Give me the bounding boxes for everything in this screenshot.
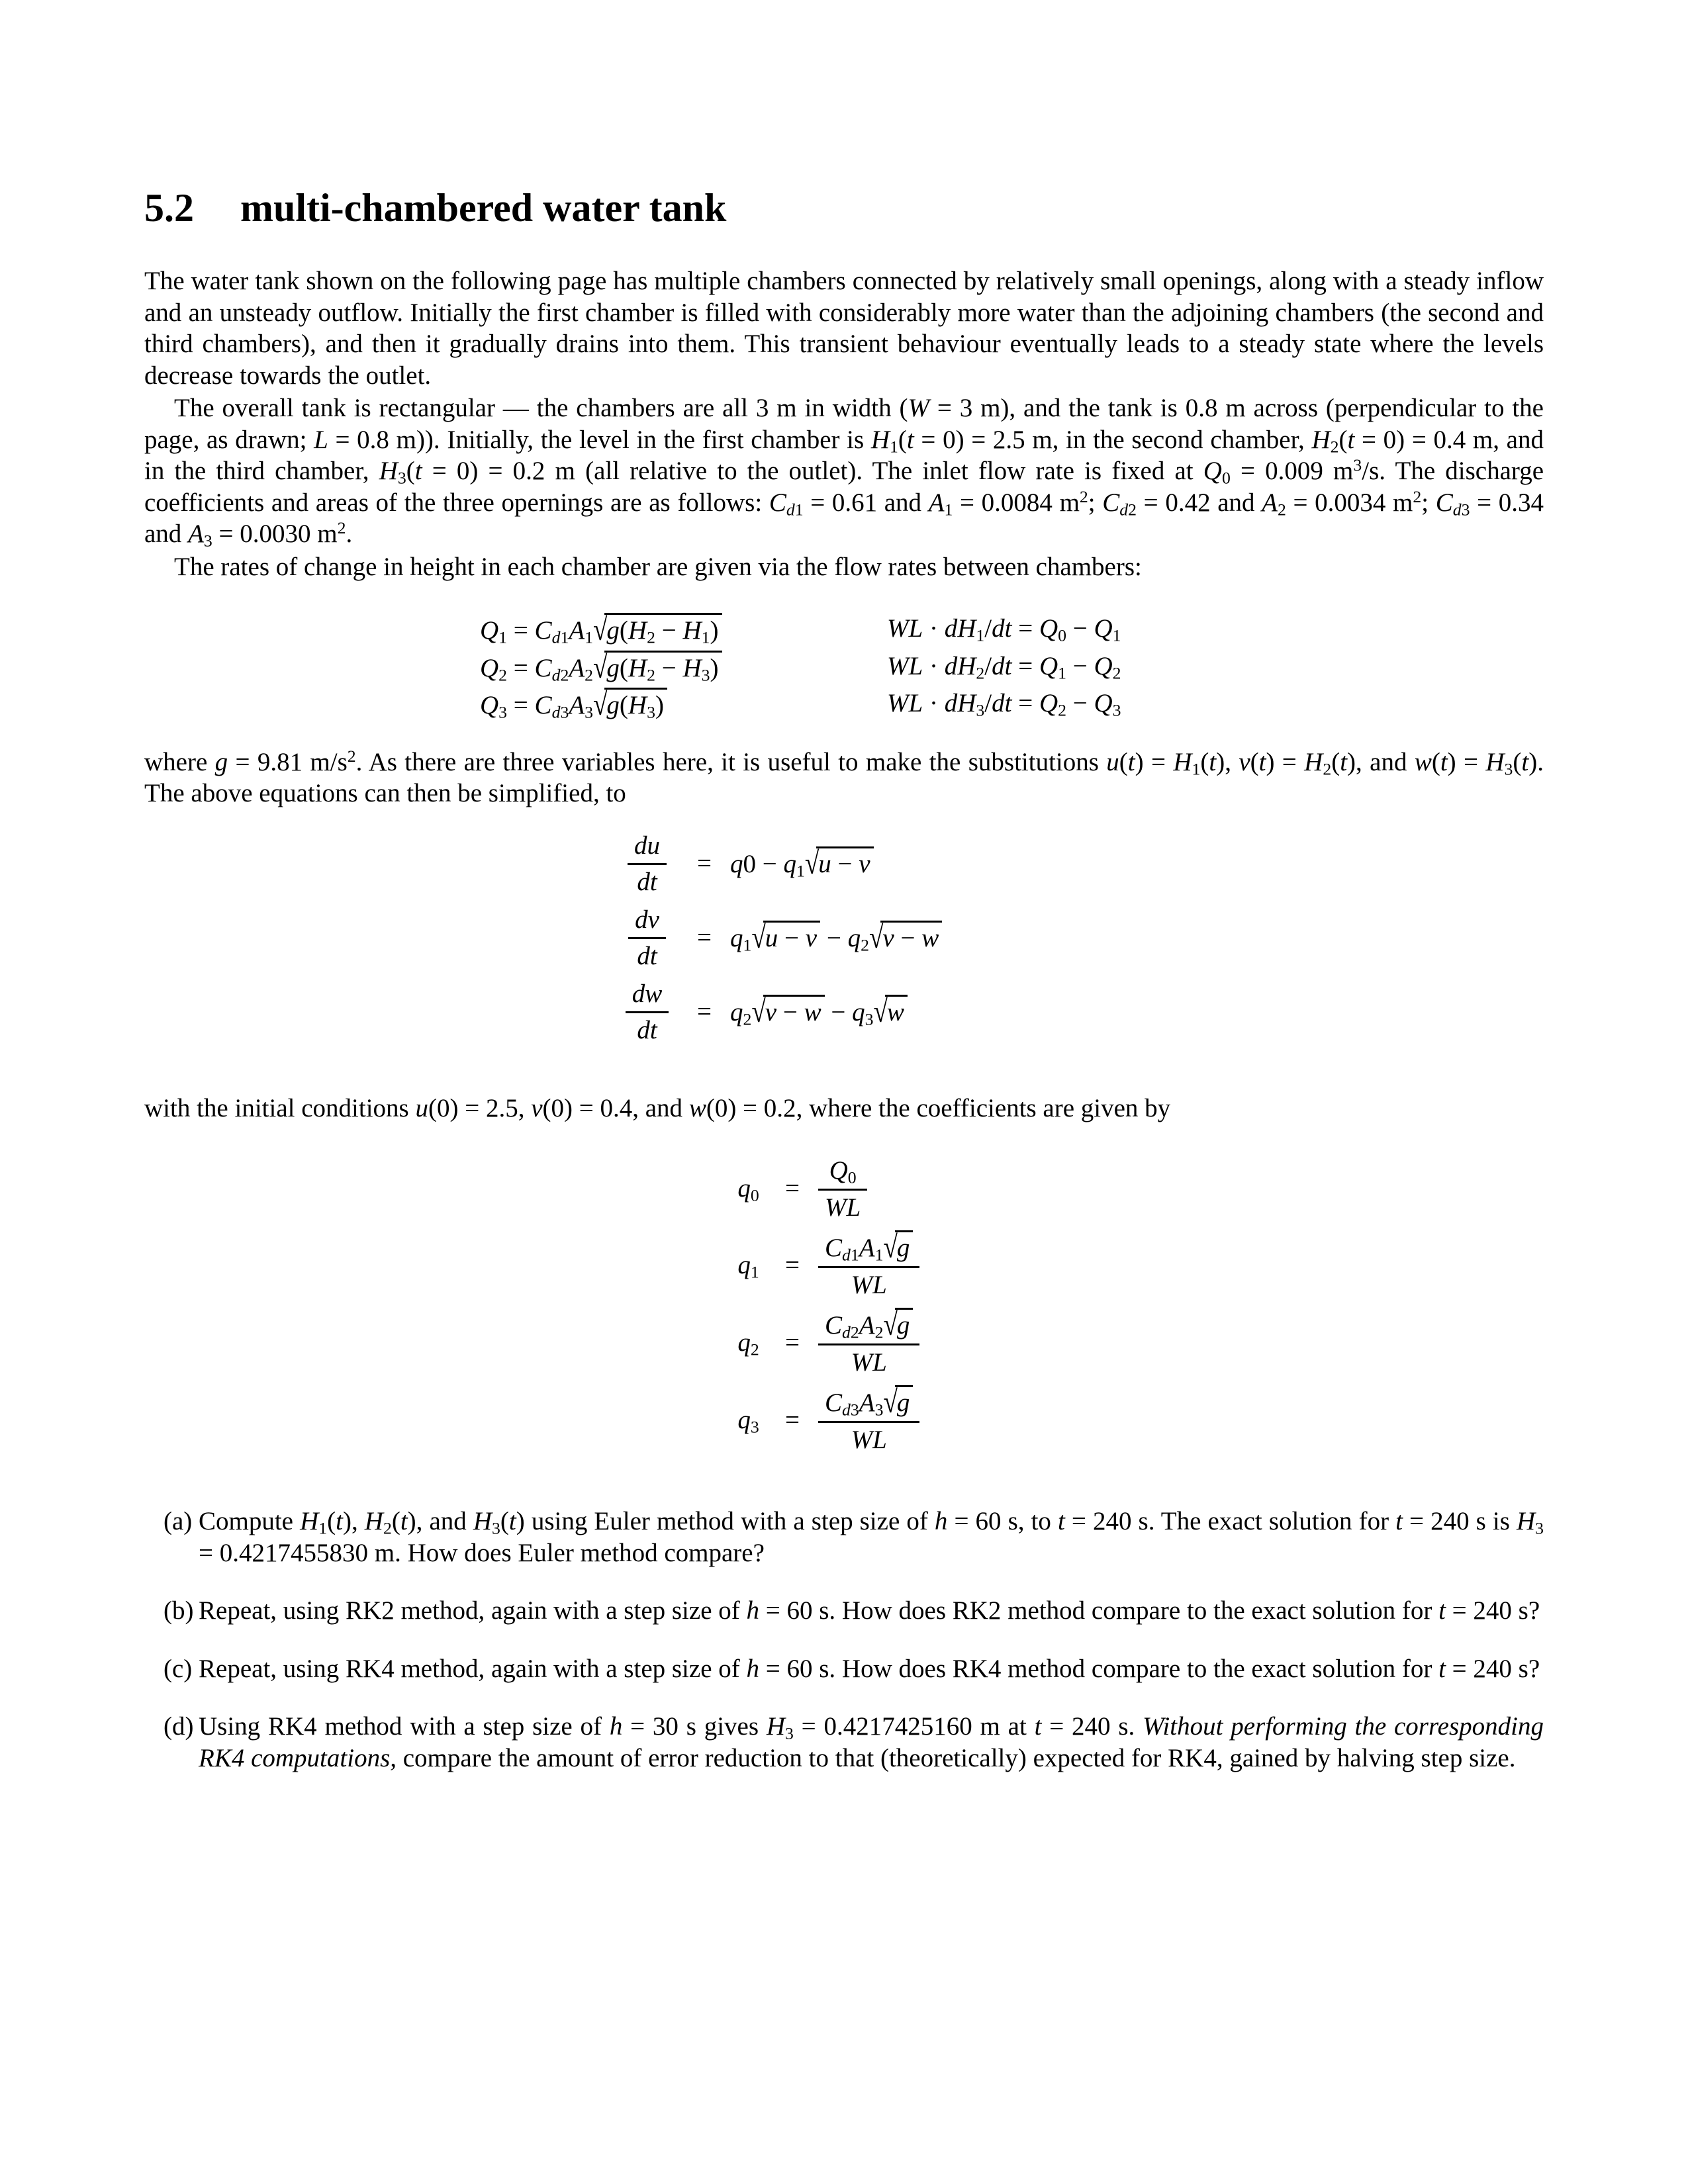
coefficient-q2-rhs: $\frac{C_{d2}A_2√g}{WL}$ <box>818 1307 919 1378</box>
paragraph-tank-dimensions: The overall tank is rectangular — the chambers are all 3 m in width (W = 3 m), and the tank is 0.8 m across (perpendicular to the page, as drawn; L = 0.8 m)). Initially, the level in the first chamber is $H_1(t = 0) = 2.5$ m, in the second chamber, $H_2(t = 0) = 0.4$ m, and in the third chamber, $H_3(t = 0) = 0.2$ m (all relative to the outlet). The inlet flow rate is fixed at $Q_0 = 0.009$ $m^3/s$. The discharge coefficients and areas of the three opernings are as follows: $C_{d1} = 0.61$ and $A_1 = 0.0084$ $m^2$; $C_{d2} = 0.42$ and $A_2 = 0.0034$ $m^2$; $C_{d3} = 0.34$ and $A_3 = 0.0030$ $m^2$. <box>144 394 1544 551</box>
equation-row <box>730 1230 1544 1300</box>
problem-item-label: (c) <box>164 1654 193 1683</box>
equation-height-h2: WL · $dH_2/dt = Q_1 - Q_2$ <box>887 651 1121 682</box>
equation-dw-dt-lhs: $\frac{dw}{dt}$ <box>616 978 679 1046</box>
equation-flow-q1: $Q_1 = C_{d1}A_1√g(H_2 - H_1)$ <box>480 613 887 647</box>
problem-item-d <box>144 1711 1544 1774</box>
coefficient-q0-lhs: $q_0$ <box>737 1174 759 1205</box>
problem-item-a <box>144 1506 1544 1569</box>
equation-flow-q3: $Q_3 = C_{d3}A_3√g(H_3)$ <box>480 688 887 721</box>
problem-item-label: (a) <box>164 1507 193 1535</box>
equation-block-coefficients <box>144 1154 1544 1455</box>
problem-list <box>144 1506 1544 1774</box>
equals-sign: = <box>697 848 712 878</box>
equation-row <box>730 1385 1544 1455</box>
equals-sign: = <box>785 1328 800 1357</box>
equation-block-flow-rates <box>144 613 1544 721</box>
paragraph-initial-conditions: with the initial conditions u(0) = 2.5, v(0) = 0.4, and w(0) = 0.2, where the coefficients are given by <box>144 1093 1171 1122</box>
paragraph-intro: The water tank shown on the following page has multiple chambers connected by relatively small openings, along with a steady inflow and an unsteady outflow. Initially the first chamber is filled with considerably more water than the adjoining chambers (the second and third chambers), and then it gradually drains into them. This transient behaviour eventually leads to a steady state where the levels decrease towards the outlet. <box>144 267 1544 390</box>
coefficient-q1-lhs: $q_1$ <box>737 1250 759 1282</box>
equation-row <box>144 613 1544 647</box>
equation-row <box>616 903 1544 972</box>
coefficient-q1-rhs: $\frac{C_{d1}A_1√g}{WL}$ <box>818 1230 919 1300</box>
equation-du-dt-rhs: $q0 - q_1√u - v$ <box>730 846 874 880</box>
paragraph-substitutions: where g = 9.81 $m/s^2$. As there are three variables here, it is useful to make the substitutions $u(t) = H_1(t)$, $v(t) = H_2(t)$, and $w(t) = H_3(t)$. The above equations can then be simplified, to <box>144 746 1544 807</box>
section-title: multi-chambered water tank <box>240 186 727 230</box>
equation-dv-dt-rhs: $q_1√u - v - q_2√v - w$ <box>730 921 942 954</box>
equals-sign: = <box>697 923 712 952</box>
equation-height-h1: WL · $dH_1/dt = Q_0 - Q_1$ <box>887 614 1121 645</box>
problem-item-text: Repeat, using RK4 method, again with a step size of h = 60 s. How does RK4 method compare to the exact solution for t = 240 s? <box>199 1654 1540 1683</box>
equation-dv-dt-lhs: $\frac{dv}{dt}$ <box>616 903 679 972</box>
equals-sign: = <box>785 1405 800 1434</box>
problem-item-text: Repeat, using RK2 method, again with a step size of h = 60 s. How does RK2 method compare to the exact solution for t = 240 s? <box>199 1596 1540 1625</box>
equation-dw-dt-rhs: $q_2√v - w - q_3√w$ <box>730 995 908 1028</box>
problem-item-text: Compute $H_1(t)$, $H_2(t)$, and $H_3(t)$ using Euler method with a step size of h = 60 s, to t = 240 s. The exact solution for t = 240 s is $H_3 = 0.4217455830$ m. How does Euler method compare? <box>199 1507 1544 1567</box>
coefficient-q3-lhs: $q_3$ <box>737 1405 759 1437</box>
equals-sign: = <box>785 1174 800 1203</box>
equation-row <box>144 651 1544 684</box>
section-number: 5.2 <box>144 186 194 230</box>
equation-row <box>616 978 1544 1046</box>
equals-sign: = <box>785 1250 800 1279</box>
coefficient-q3-rhs: $\frac{C_{d3}A_3√g}{WL}$ <box>818 1385 919 1455</box>
equation-row <box>730 1154 1544 1223</box>
coefficient-q0-rhs: $\frac{Q_0}{WL}$ <box>818 1154 867 1223</box>
equation-row <box>730 1307 1544 1378</box>
problem-item-c <box>144 1653 1544 1685</box>
problem-item-label: (d) <box>164 1712 194 1741</box>
paragraph-flow-rates-intro: The rates of change in height in each chamber are given via the flow rates between chambers: <box>174 552 1142 581</box>
equals-sign: = <box>697 997 712 1026</box>
equation-block-simplified-system <box>144 829 1544 1046</box>
coefficient-q2-lhs: $q_2$ <box>737 1328 759 1359</box>
equation-height-h3: WL · $dH_3/dt = Q_2 - Q_3$ <box>887 689 1121 720</box>
section-heading <box>144 187 1544 228</box>
equation-row <box>616 829 1544 898</box>
problem-item-b <box>144 1595 1544 1627</box>
problem-item-label: (b) <box>164 1596 194 1625</box>
problem-item-text: Using RK4 method with a step size of h = 30 s gives $H_3 = 0.4217425160$ m at t = 240 s. Without performing the corresponding RK4 computations, compare the amount of error reduction to that (theoretically) expected for RK4, gained by halving step size. <box>199 1712 1544 1772</box>
equation-du-dt-lhs: $\frac{du}{dt}$ <box>616 829 679 898</box>
equation-flow-q2: $Q_2 = C_{d2}A_2√g(H_2 - H_3)$ <box>480 651 887 684</box>
equation-row <box>144 688 1544 721</box>
